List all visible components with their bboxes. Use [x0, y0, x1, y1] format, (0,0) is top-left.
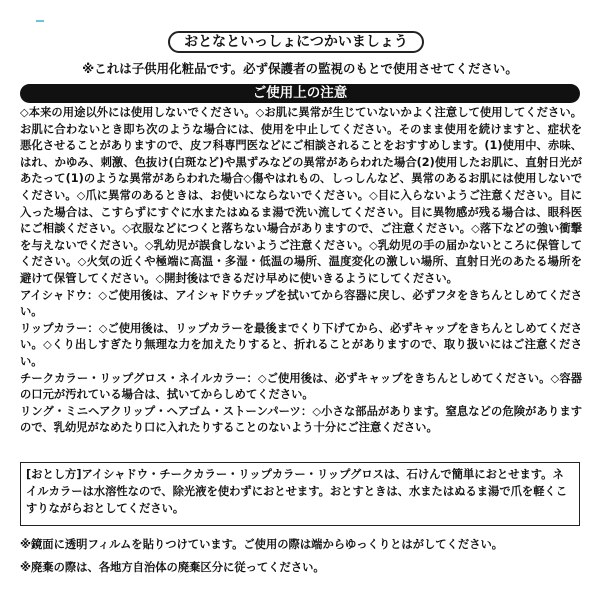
cheek-gloss-nail-caution-paragraph: チークカラー・リップグロス・ネイルカラー：◇ご使用後は、必ずキャップをきちんとしめてください。◇容器の口元が汚れている場合は、拭いてからしめてください。 [20, 371, 582, 402]
general-caution-paragraph: ◇本来の用途以外には使用しないでください。◇お肌に異常が生じていないかよく注意して使用してください。お肌に合わないとき即ち次のような場合には、使用を中止してください。そのまま使用を続けますと、症状を悪化させることがありますので、皮フ科専門医などにご相談されることをおすすめします。(1)使用中、赤味、はれ、かゆみ、刺激、色抜け(白斑など)や黒ずみなどの異常があらわれた場合(2)使用したお肌に、直射日光があたって(1)のような異常があらわれた場合◇傷やはれもの、しっしんなど、異常のあるお肌には使用しないでください。◇爪に異常のあるときは、お使いにならないでください。◇目に入らないようご注意ください。目に入った場合は、こすらずにすぐに水またはぬるま湯で洗い流してください。目に異物感が残る場合は、眼科医にご相談ください。◇衣服などにつくと落ちない場合がありますので、ご注意ください。◇落下などの強い衝撃を与えないでください。◇乳幼児が誤食しないようご注意ください。◇乳幼児の手の届かないところに保管してください。◇火気の近くや極端に高温・多湿・低温の場所、温度変化の激しい場所、直射日光のあたる場所を避けて保管してください。◇開封後はできるだけ早めに使いきるようにしてください。 [20, 106, 582, 285]
mirror-film-note: ※鏡面に透明フィルムを貼りつけています。ご使用の際は端からゆっくりとはがしてください。 [20, 538, 504, 551]
section-title-bar [20, 84, 580, 103]
removal-instructions-text: [おとし方]アイシャドウ・チークカラー・リップカラー・リップグロスは、石けんで簡単におとせます。ネイルカラーは水溶性なので、除光液を使わずにおとせます。おとすときは、水またはぬるま湯で爪を軽くこすりながらおとしてください。 [26, 468, 568, 515]
header-pill [168, 31, 424, 53]
section-title: ご使用上の注意 [252, 85, 348, 101]
caution-body [20, 105, 582, 437]
disposal-note: ※廃棄の際は、各地方自治体の廃棄区分に従ってください。 [20, 561, 325, 574]
lip-color-caution-paragraph: リップカラー：◇ご使用後は、リップカラーを最後までくり下げてから、必ずキャップをきちんとしめてください。◇くり出しすぎたり無理な力を加えたりすると、折れることがありますので、取り扱いにはご注意ください。 [20, 321, 582, 368]
removal-instructions-box [20, 462, 580, 526]
decorative-mark [36, 20, 44, 22]
header-pill-title: おとなといっしょにつかいましょう [184, 34, 408, 50]
header-subtitle: ※これは子供用化粧品です。必ず保護者の監視のもとで使用させてください。 [82, 61, 518, 76]
eyeshadow-caution-paragraph: アイシャドウ：◇ご使用後は、アイシャドウチップを拭いてから容器に戻し、必ずフタをきちんとしめてください。 [20, 288, 582, 319]
accessory-caution-paragraph: リング・ミニヘアクリップ・ヘアゴム・ストーンパーツ：◇小さな部品があります。窒息などの危険がありますので、乳幼児がなめたり口に入れたりすることのないよう十分にご注意ください。 [20, 404, 582, 435]
footer-notes [20, 533, 582, 579]
